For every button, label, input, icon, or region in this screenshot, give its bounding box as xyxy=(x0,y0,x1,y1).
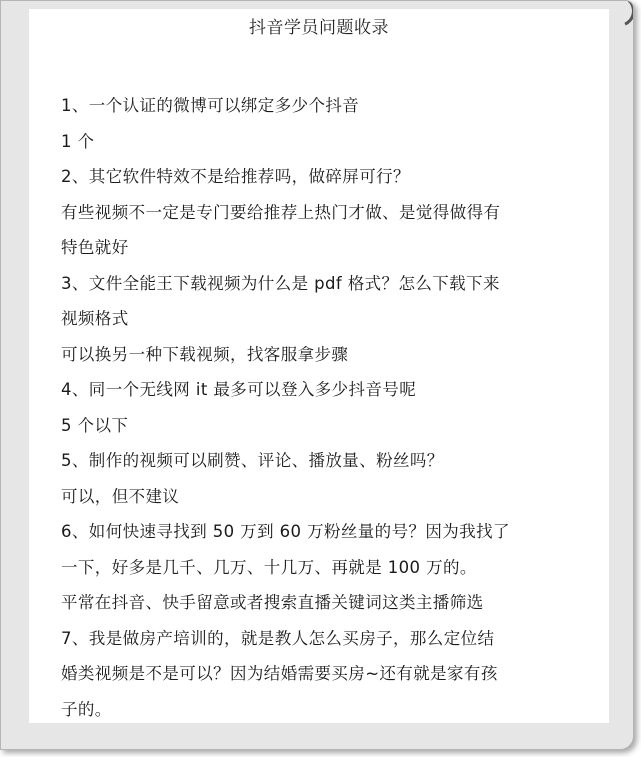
answer-5: 可以，但不建议 xyxy=(61,486,180,506)
question-6-line-2: 一下，好多是几千、几万、十几万、再就是 100 万的。 xyxy=(61,557,477,577)
question-7-line-3: 子的。 xyxy=(61,699,112,719)
answer-3: 可以换另一种下载视频，找客服拿步骤 xyxy=(61,344,349,364)
question-7-line-1: 7、我是做房产培训的，就是教人怎么买房子，那么定位结 xyxy=(61,628,495,648)
answer-2-line-2: 特色就好 xyxy=(61,238,129,257)
document-page xyxy=(29,9,609,723)
answer-6: 平常在抖音、快手留意或者搜索直播关键词这类主播筛选 xyxy=(61,593,484,612)
document-title: 抖音学员问题收录 xyxy=(249,18,389,38)
question-4: 4、同一个无线网 it 最多可以登入多少抖音号呢 xyxy=(61,380,417,399)
question-7-line-2: 婚类视频是不是可以？因为结婚需要买房~还有就是家有孩 xyxy=(61,664,498,683)
answer-2-line-1: 有些视频不一定是专门要给推荐上热门才做、是觉得做得有 xyxy=(61,202,501,222)
question-1: 1、一个认证的微博可以绑定多少个抖音 xyxy=(61,96,360,115)
question-2: 2、其它软件特效不是给推荐吗，做碎屏可行？ xyxy=(61,167,410,186)
answer-4: 5 个以下 xyxy=(61,415,129,435)
question-3-line-1: 3、文件全能王下载视频为什么是 pdf 格式？怎么下载下来 xyxy=(61,273,500,293)
question-3-line-2: 视频格式 xyxy=(61,309,129,328)
answer-1: 1 个 xyxy=(61,131,95,151)
question-6-line-1: 6、如何快速寻找到 50 万到 60 万粉丝量的号？因为我找了 xyxy=(61,522,510,541)
document-body xyxy=(61,88,545,727)
question-5: 5、制作的视频可以刷赞、评论、播放量、粉丝吗？ xyxy=(61,451,444,470)
